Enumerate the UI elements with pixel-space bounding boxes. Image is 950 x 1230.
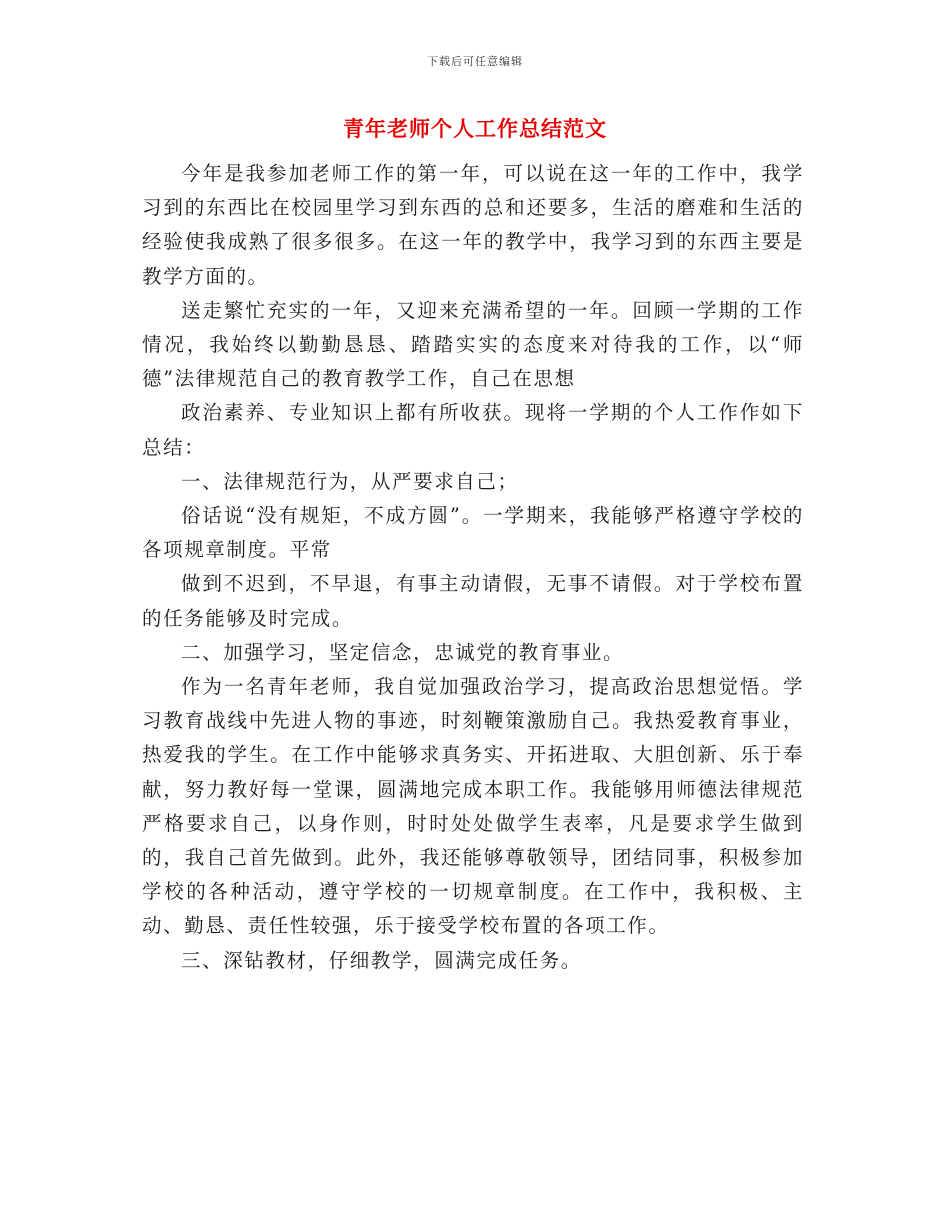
paragraph: 送走繁忙充实的一年，又迎来充满希望的一年。回顾一学期的工作情况，我始终以勤勤恳恳、踏踏实实的态度来对待我的工作，以“师德”法律规范自己的教育教学工作，自己在思想 <box>142 298 804 391</box>
paragraph: 做到不迟到，不早退，有事主动请假，无事不请假。对于学校布置的任务能够及时完成。 <box>142 572 804 630</box>
paragraph: 俗话说“没有规矩，不成方圆”。一学期来，我能够严格遵守学校的各项规章制度。平常 <box>142 504 804 562</box>
document-title: 青年老师个人工作总结范文 <box>343 116 607 141</box>
section-heading: 二、加强学习，坚定信念，忠诚党的教育事业。 <box>181 640 625 664</box>
section-heading: 三、深钻教材，仔细教学，圆满完成任务。 <box>181 948 582 972</box>
section-heading: 一、法律规范行为，从严要求自己； <box>181 469 519 493</box>
paragraph: 政治素养、专业知识上都有所收获。现将一学期的个人工作作如下总结： <box>142 401 804 459</box>
document-body <box>142 157 804 978</box>
header-note: 下载后可任意编辑 <box>427 55 523 68</box>
paragraph: 今年是我参加老师工作的第一年，可以说在这一年的工作中，我学习到的东西比在校园里学习到东西的总和还要多，生活的磨难和生活的经验使我成熟了很多很多。在这一年的教学中，我学习到的东西主要是教学方面的。 <box>142 162 804 288</box>
paragraph: 作为一名青年老师，我自觉加强政治学习，提高政治思想觉悟。学习教育战线中先进人物的事迹，时刻鞭策激励自己。我热爱教育事业，热爱我的学生。在工作中能够求真务实、开拓进取、大胆创新、乐于奉献，努力教好每一堂课，圆满地完成本职工作。我能够用师德法律规范严格要求自己，以身作则，时时处处做学生表率，凡是要求学生做到的，我自己首先做到。此外，我还能够尊敬领导，团结同事，积极参加学校的各种活动，遵守学校的一切规章制度。在工作中，我积极、主动、勤恳、责任性较强，乐于接受学校布置的各项工作。 <box>142 675 804 938</box>
